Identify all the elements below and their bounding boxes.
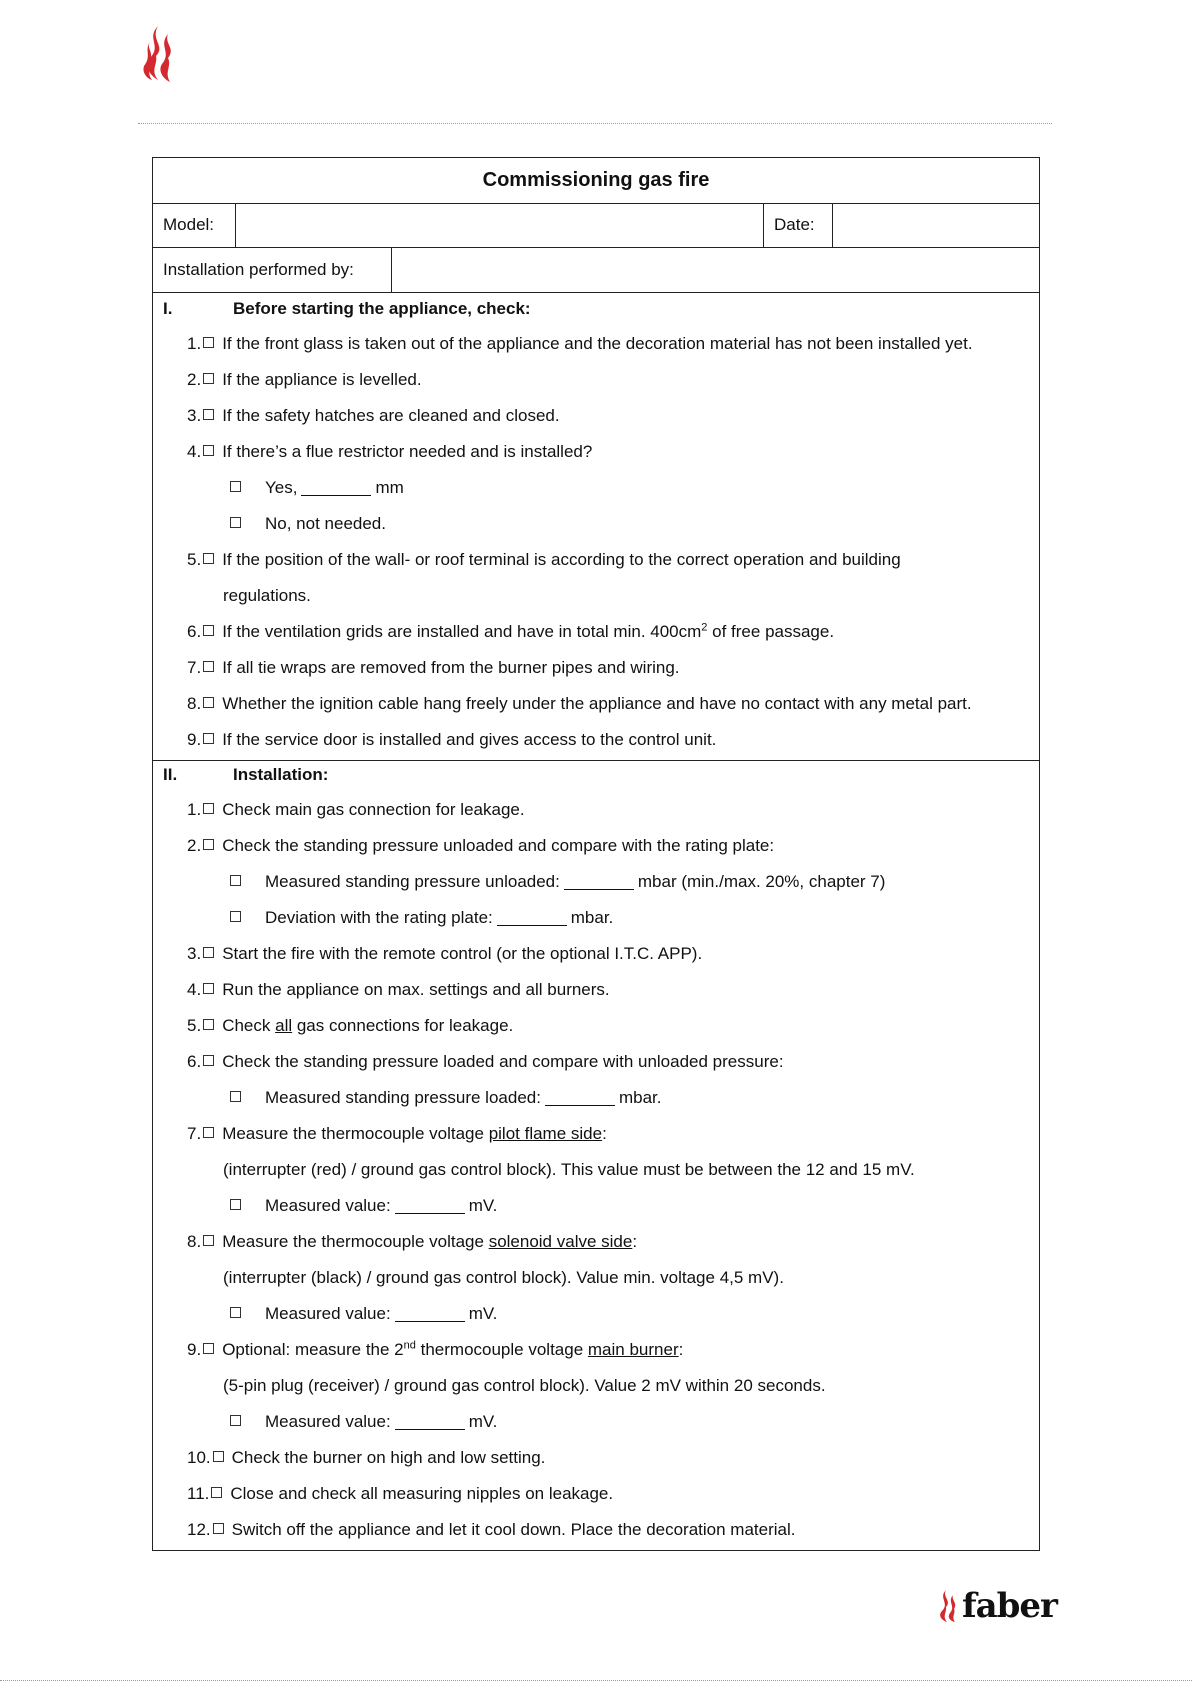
check-item: 4. If there’s a flue restrictor needed and is installed? bbox=[187, 442, 593, 461]
checkbox[interactable] bbox=[203, 1235, 214, 1246]
check-item: 8. Measure the thermocouple voltage solenoid valve side: bbox=[187, 1232, 638, 1251]
faber-logo-text: faber bbox=[962, 1586, 1057, 1626]
check-item: 2. Check the standing pressure unloaded and compare with the rating plate: bbox=[187, 836, 775, 855]
section-divider bbox=[153, 760, 1039, 761]
check-item: 4. Run the appliance on max. settings and all burners. bbox=[187, 980, 610, 999]
form-title: Commissioning gas fire bbox=[153, 158, 1039, 204]
blank-field[interactable] bbox=[301, 480, 371, 496]
checkbox[interactable] bbox=[203, 337, 214, 348]
section-2-number: II. bbox=[163, 765, 178, 784]
check-item: 11. Close and check all measuring nipples on leakage. bbox=[187, 1484, 614, 1503]
checkbox[interactable] bbox=[230, 1199, 241, 1210]
check-item: 3. If the safety hatches are cleaned and closed. bbox=[187, 406, 560, 425]
sub-check-item: Measured standing pressure unloaded: mbar (min./max. 20%, chapter 7) bbox=[230, 871, 885, 893]
section-2-heading bbox=[163, 765, 328, 785]
checkbox[interactable] bbox=[213, 1523, 224, 1534]
header-divider bbox=[138, 123, 1052, 124]
check-item: 8. Whether the ignition cable hang freely under the appliance and have no contact with any metal part. bbox=[187, 694, 972, 713]
model-label: Model: bbox=[163, 215, 215, 234]
sub-check-item: Yes, mm bbox=[230, 477, 404, 499]
commissioning-form bbox=[152, 157, 1040, 1551]
check-item: 5. Check all gas connections for leakage. bbox=[187, 1016, 514, 1035]
section-1-title: Before starting the appliance, check: bbox=[233, 299, 531, 318]
checkbox[interactable] bbox=[203, 697, 214, 708]
checkbox[interactable] bbox=[203, 1127, 214, 1138]
checkbox[interactable] bbox=[230, 875, 241, 886]
check-item-continuation: regulations. bbox=[223, 586, 311, 605]
blank-field[interactable] bbox=[395, 1414, 465, 1430]
check-item: 7. If all tie wraps are removed from the burner pipes and wiring. bbox=[187, 658, 680, 677]
model-field[interactable] bbox=[236, 203, 844, 247]
date-field[interactable] bbox=[833, 203, 1039, 247]
checkbox[interactable] bbox=[230, 481, 241, 492]
checkbox[interactable] bbox=[203, 661, 214, 672]
checkbox[interactable] bbox=[203, 625, 214, 636]
installer-field[interactable] bbox=[392, 248, 1039, 292]
checkbox[interactable] bbox=[230, 1415, 241, 1426]
check-item: 3. Start the fire with the remote control (or the optional I.T.C. APP). bbox=[187, 944, 703, 963]
checkbox[interactable] bbox=[203, 803, 214, 814]
sub-check-item: Measured value: mV. bbox=[230, 1411, 497, 1433]
checkbox[interactable] bbox=[203, 409, 214, 420]
checkbox[interactable] bbox=[230, 911, 241, 922]
check-item: 9. If the service door is installed and gives access to the control unit. bbox=[187, 730, 717, 749]
sub-check-item: Measured value: mV. bbox=[230, 1303, 497, 1325]
check-item-continuation: (interrupter (black) / ground gas control block). Value min. voltage 4,5 mV). bbox=[223, 1268, 784, 1287]
checkbox[interactable] bbox=[203, 553, 214, 564]
sub-check-item: No, not needed. bbox=[230, 513, 386, 535]
flame-logo-icon bbox=[136, 24, 184, 84]
check-item: 7. Measure the thermocouple voltage pilot flame side: bbox=[187, 1124, 607, 1143]
section-1-number: I. bbox=[163, 299, 173, 318]
sub-check-item: Measured standing pressure loaded: mbar. bbox=[230, 1087, 661, 1109]
checkbox[interactable] bbox=[203, 947, 214, 958]
check-item-continuation: (interrupter (red) / ground gas control block). This value must be between the 12 and 15 mV. bbox=[223, 1160, 915, 1179]
check-item-continuation: (5-pin plug (receiver) / ground gas control block). Value 2 mV within 20 seconds. bbox=[223, 1376, 826, 1395]
blank-field[interactable] bbox=[497, 910, 567, 926]
checkbox[interactable] bbox=[230, 1091, 241, 1102]
check-item: 2. If the appliance is levelled. bbox=[187, 370, 422, 389]
footer-divider bbox=[0, 1680, 1192, 1681]
check-item: 9. Optional: measure the 2nd thermocouple voltage main burner: bbox=[187, 1339, 684, 1359]
sub-check-item: Deviation with the rating plate: mbar. bbox=[230, 907, 613, 929]
date-label: Date: bbox=[774, 215, 815, 234]
blank-field[interactable] bbox=[564, 874, 634, 890]
check-item: 1. Check main gas connection for leakage. bbox=[187, 800, 525, 819]
checkbox[interactable] bbox=[203, 1343, 214, 1354]
checkbox[interactable] bbox=[203, 733, 214, 744]
check-item: 6. Check the standing pressure loaded and compare with unloaded pressure: bbox=[187, 1052, 784, 1071]
blank-field[interactable] bbox=[545, 1090, 615, 1106]
flame-logo-icon bbox=[934, 1589, 960, 1623]
checkbox[interactable] bbox=[203, 1019, 214, 1030]
checkbox[interactable] bbox=[203, 373, 214, 384]
checkbox[interactable] bbox=[203, 839, 214, 850]
installer-label: Installation performed by: bbox=[163, 260, 354, 279]
checkbox[interactable] bbox=[203, 983, 214, 994]
check-item: 10. Check the burner on high and low setting. bbox=[187, 1448, 546, 1467]
section-1-heading bbox=[163, 299, 531, 319]
checkbox[interactable] bbox=[203, 1055, 214, 1066]
checkbox[interactable] bbox=[213, 1451, 224, 1462]
check-item: 12. Switch off the appliance and let it cool down. Place the decoration material. bbox=[187, 1520, 796, 1539]
check-item: 5. If the position of the wall- or roof terminal is according to the correct operation and building bbox=[187, 550, 901, 569]
checkbox[interactable] bbox=[230, 517, 241, 528]
checkbox[interactable] bbox=[230, 1307, 241, 1318]
sub-check-item: Measured value: mV. bbox=[230, 1195, 497, 1217]
check-item: 1. If the front glass is taken out of the appliance and the decoration material has not been installed yet. bbox=[187, 334, 973, 353]
section-2-title: Installation: bbox=[233, 765, 329, 784]
check-item: 6. If the ventilation grids are installed and have in total min. $400cm^2$ of free passage. bbox=[187, 621, 835, 641]
faber-logo bbox=[934, 1586, 1058, 1626]
blank-field[interactable] bbox=[395, 1306, 465, 1322]
installer-row bbox=[153, 248, 1039, 293]
blank-field[interactable] bbox=[395, 1198, 465, 1214]
checkbox[interactable] bbox=[211, 1487, 222, 1498]
checkbox[interactable] bbox=[203, 445, 214, 456]
model-date-row bbox=[153, 203, 1039, 248]
